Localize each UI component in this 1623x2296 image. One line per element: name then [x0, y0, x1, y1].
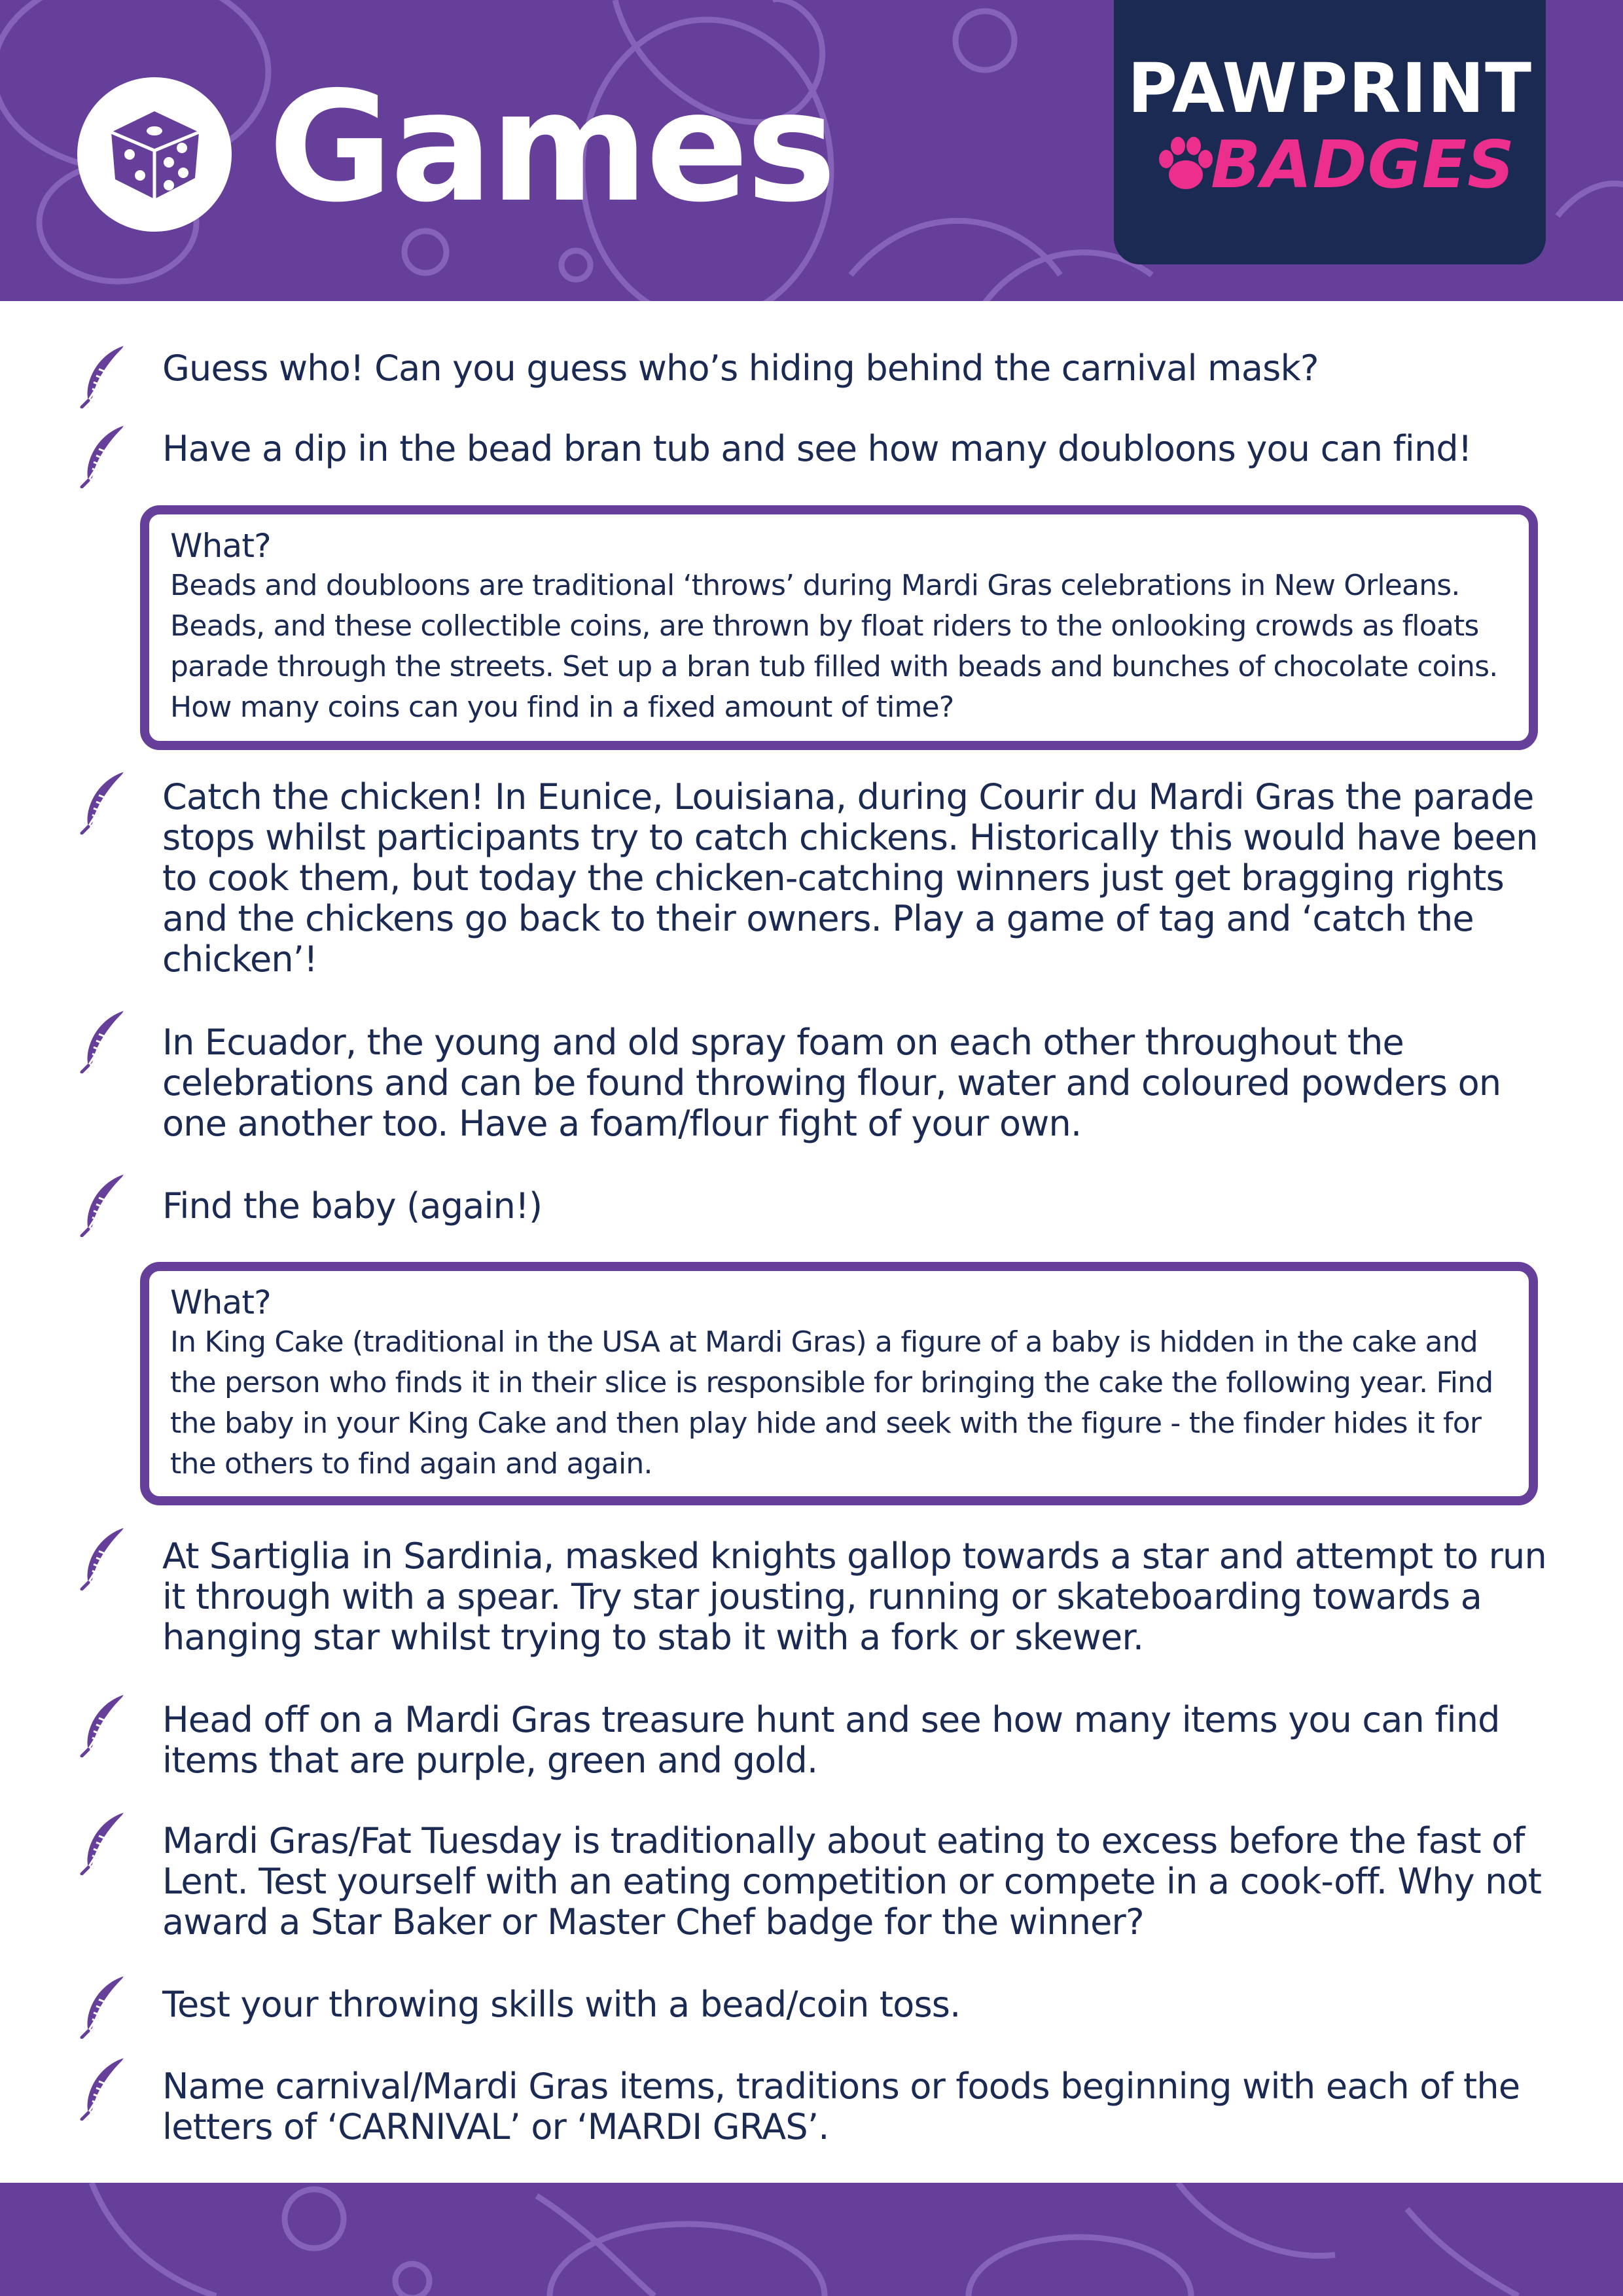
pawprint-badges-logo: [1114, 0, 1546, 264]
list-item-text: Test your throwing skills with a bead/coin toss.: [162, 1984, 961, 2025]
list-item: [162, 2066, 1556, 2147]
feather-icon: [79, 423, 132, 488]
page-footer: [0, 2183, 1623, 2296]
feather-icon: [79, 1525, 132, 1590]
list-item-text: At Sartiglia in Sardinia, masked knights gallop towards a star and attempt to run it through with a spear. Try star jousting, running or skateboarding towards a hanging star whilst trying to stab it with a fork or skewer.: [162, 1535, 1546, 1658]
list-item-text: Guess who! Can you guess who’s hiding behind the carnival mask?: [162, 348, 1319, 389]
feather-icon: [79, 1008, 132, 1073]
info-box-body: Beads and doubloons are traditional ‘throws’ during Mardi Gras celebrations in New Orleans. Beads, and these collectible coins, are thrown by float riders to the onlooking crowds as floats parade through the streets. Set up a bran tub filled with beads and bunches of chocolate coins. How many coins can you find in a fixed amount of time?: [170, 569, 1498, 724]
feather-icon: [79, 1810, 132, 1875]
info-box: [140, 1262, 1538, 1505]
list-item-text: Have a dip in the bead bran tub and see how many doubloons you can find!: [162, 428, 1472, 469]
paw-icon: [1153, 134, 1216, 197]
list-item-text: Find the baby (again!): [162, 1185, 543, 1227]
list-item-text: Head off on a Mardi Gras treasure hunt and see how many items you can find items that are purple, green and gold.: [162, 1699, 1500, 1781]
feather-icon: [79, 769, 132, 834]
list-item: [162, 1536, 1556, 1658]
list-item-text: Catch the chicken! In Eunice, Louisiana, during Courir du Mardi Gras the parade stops whilst participants try to catch chickens. Historically this would have been to cook them, but today the chicken-catching winners just get bragging rights and the chickens go back to their owners. Play a game of tag and ‘catch the chicken’!: [162, 776, 1538, 980]
list-item: [162, 429, 1556, 469]
list-item: [162, 1700, 1556, 1781]
info-box-body: In King Cake (traditional in the USA at Mardi Gras) a figure of a baby is hidden in the cake and the person who finds it in their slice is responsible for bringing the cake the following year. Find the baby in your King Cake and then play hide and seek with the figure - the finder hides it for the others to find again and again.: [170, 1325, 1493, 1480]
list-item: [162, 348, 1556, 389]
dice-icon: [77, 77, 232, 232]
feather-icon: [79, 1692, 132, 1757]
list-item: [162, 777, 1556, 980]
logo-text-badges: BADGES: [1211, 126, 1516, 203]
list-item: [162, 1022, 1556, 1144]
page-header: [0, 0, 1623, 301]
list-item-text: In Ecuador, the young and old spray foam on each other throughout the celebrations and can be found throwing flour, water and coloured powders on one another too. Have a foam/flour fight of your own.: [162, 1022, 1501, 1144]
page-title: Games: [268, 59, 834, 236]
list-item: [162, 1821, 1556, 1943]
feather-icon: [79, 2055, 132, 2121]
list-item: [162, 1984, 1556, 2025]
feather-icon: [79, 1172, 132, 1237]
list-item: [162, 1186, 1556, 1227]
feather-icon: [79, 343, 132, 408]
list-item-text: Name carnival/Mardi Gras items, traditions or foods beginning with each of the letters of ‘CARNIVAL’ or ‘MARDI GRAS’.: [162, 2066, 1520, 2147]
list-item-text: Mardi Gras/Fat Tuesday is traditionally about eating to excess before the fast of Lent. Test yourself with an eating competition or compete in a cook-off. Why not award a Star Baker or Master Chef badge for the winner?: [162, 1820, 1542, 1943]
footer-decoration: [0, 2183, 1623, 2296]
feather-icon: [79, 1973, 132, 2039]
info-box-heading: What?: [170, 527, 271, 565]
info-box-heading: What?: [170, 1283, 271, 1321]
logo-text-pawprint: PAWPRINT: [1127, 48, 1533, 128]
dice-badge: [77, 77, 232, 232]
info-box: [140, 505, 1538, 750]
